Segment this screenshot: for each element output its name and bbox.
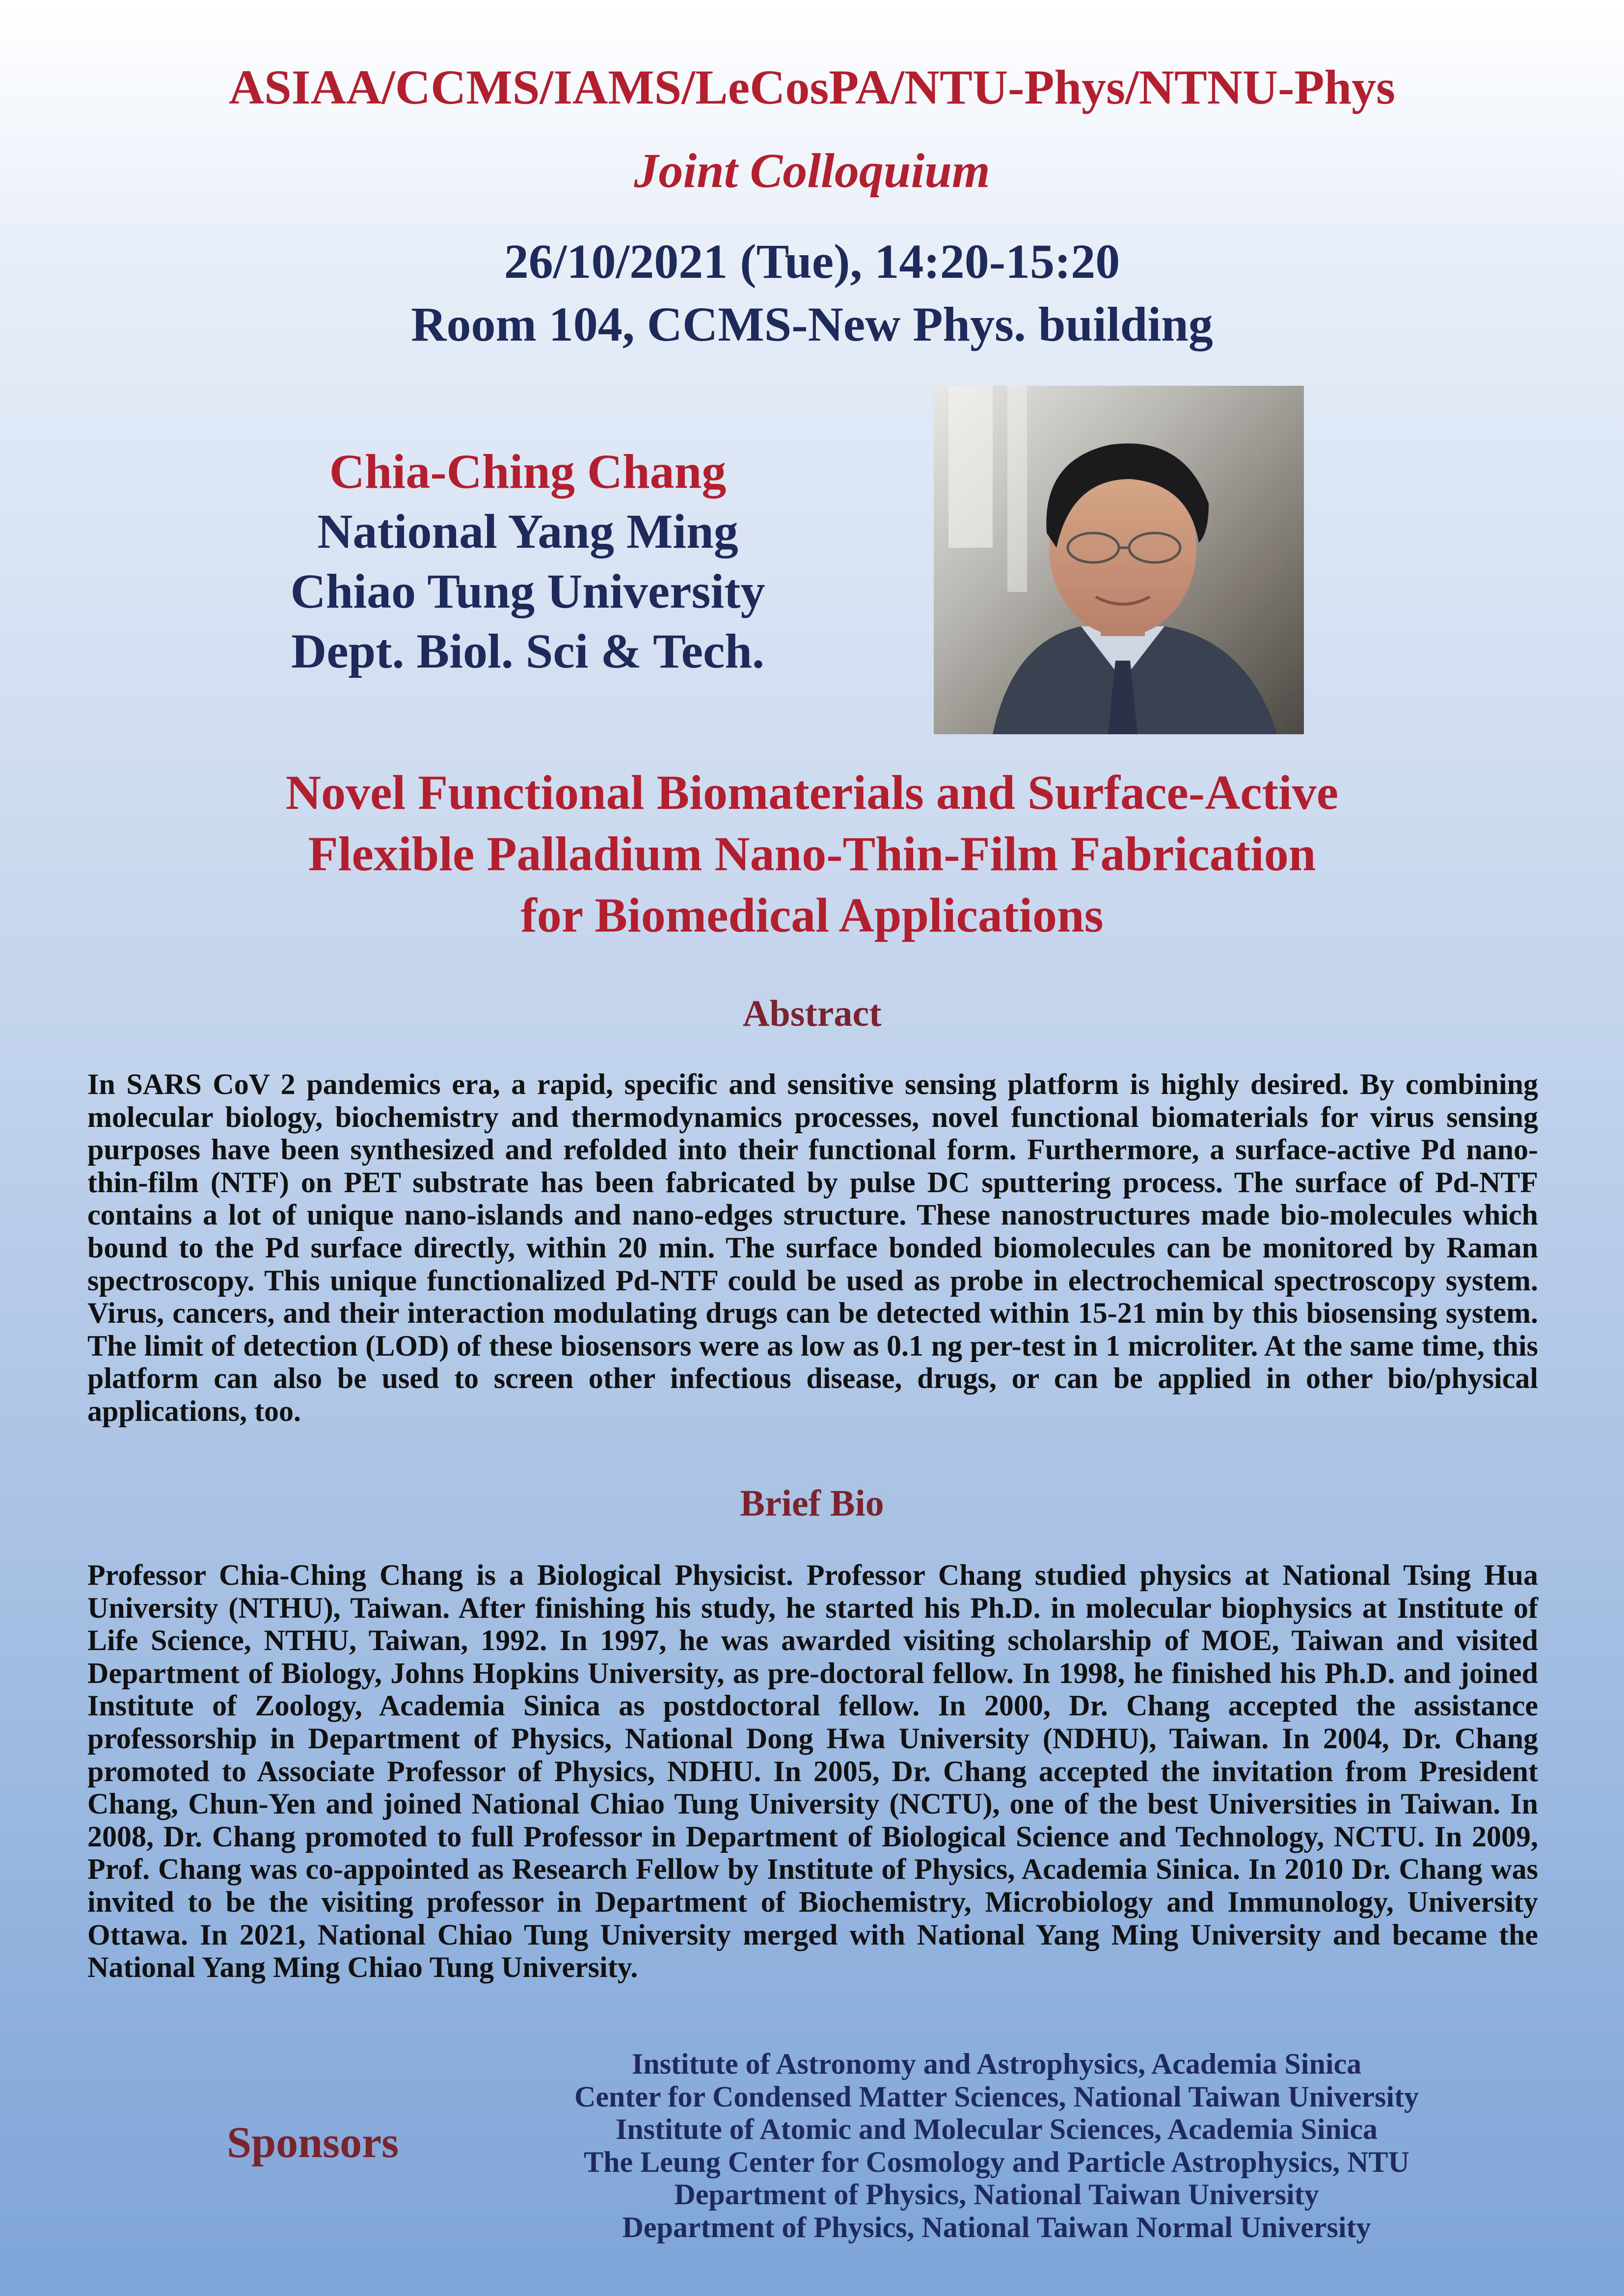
event-venue: Room 104, CCMS-New Phys. building [411,297,1213,351]
sponsor-item: Department of Physics, National Taiwan University [674,2178,1319,2211]
organizers-header: ASIAA/CCMS/IAMS/LeCosPA/NTU-Phys/NTNU-Phys [228,60,1396,114]
speaker-affiliation-line: Chiao Tung University [290,564,765,618]
sponsor-item: Department of Physics, National Taiwan Normal University [622,2211,1371,2243]
speaker-block [270,442,785,681]
talk-title [0,762,1624,946]
bio-text: Professor Chia-Ching Chang is a Biological Physicist. Professor Chang studied physics at National Tsing Hua University (NTHU), Taiwan. After finishing his study, he started his Ph.D. in molecular biophysics at Institute of Life Science, NTHU, Taiwan, 1992. In 1997, he was awarded visiting scholarship of MOE, Taiwan and visited Department of Biology, Johns Hopkins University, as pre-doctoral fellow. In 1998, he finished his Ph.D. and joined Institute of Zoology, Academia Sinica as postdoctoral fellow. In 2000, Dr. Chang accepted the assistance professorship in Department of Physics, National Dong Hwa University (NDHU), Taiwan. In 2004, Dr. Chang promoted to Associate Professor of Physics, NDHU. In 2005, Dr. Chang accepted the invitation from President Chang, Chun-Yen and joined National Chiao Tung University (NCTU), one of the best Universities in Taiwan. In 2008, Dr. Chang promoted to full Professor in Department of Biological Science and Technology, NCTU. In 2009, Prof. Chang was co-appointed as Research Fellow by Institute of Physics, Academia Sinica. In 2010 Dr. Chang was invited to be the visiting professor in Department of Biochemistry, Microbiology and Immunology, University Ottawa. In 2021, National Chiao Tung University merged with National Yang Ming University and became the National Yang Ming Chiao Tung University. [87,1559,1538,1984]
speaker-photo [934,386,1304,734]
sponsor-list [506,2048,1488,2243]
talk-title-line: Novel Functional Biomaterials and Surface-Active [285,765,1339,820]
speaker-affiliation-line: National Yang Ming [317,504,738,559]
abstract-heading: Abstract [742,993,882,1034]
sponsor-item: Institute of Astronomy and Astrophysics, Academia Sinica [631,2048,1362,2080]
sponsors-label: Sponsors [227,2118,399,2167]
talk-title-line: Flexible Palladium Nano-Thin-Film Fabrication [308,827,1316,881]
sponsor-item: Center for Condensed Matter Sciences, National Taiwan University [574,2080,1419,2113]
sponsor-item: Institute of Atomic and Molecular Sciences, Academia Sinica [615,2113,1378,2145]
event-subtitle: Joint Colloquium [634,143,990,198]
speaker-name: Chia-Ching Chang [329,444,727,499]
talk-title-line: for Biomedical Applications [520,888,1104,942]
sponsor-item: The Leung Center for Cosmology and Particle Astrophysics, NTU [584,2145,1409,2178]
speaker-affiliation-line: Dept. Biol. Sci & Tech. [291,624,764,678]
abstract-text: In SARS CoV 2 pandemics era, a rapid, specific and sensitive sensing platform is highly desired. By combining molecular biology, biochemistry and thermodynamics processes, novel functional biomaterials for virus sensing purposes have been synthesized and refolded into their functional form. Furthermore, a surface-active Pd nano-thin-film (NTF) on PET substrate has been fabricated by pulse DC sputtering process. The surface of Pd-NTF contains a lot of unique nano-islands and nano-edges structure. These nanostructures made bio-molecules which bound to the Pd surface directly, within 20 min. The surface bonded biomolecules can be monitored by Raman spectroscopy. This unique functionalized Pd-NTF could be used as probe in electrochemical spectroscopy system. Virus, cancers, and their interaction modulating drugs can be detected within 15-21 min by this biosensing system. The limit of detection (LOD) of these biosensors were as low as 0.1 ng per-test in 1 microliter. At the same time, this platform can also be used to screen other infectious disease, drugs, or can be applied in other bio/physical applications, too. [87,1068,1538,1427]
event-datetime: 26/10/2021 (Tue), 14:20-15:20 [504,234,1120,289]
speaker-portrait-icon [934,386,1304,734]
bio-heading: Brief Bio [740,1483,884,1524]
